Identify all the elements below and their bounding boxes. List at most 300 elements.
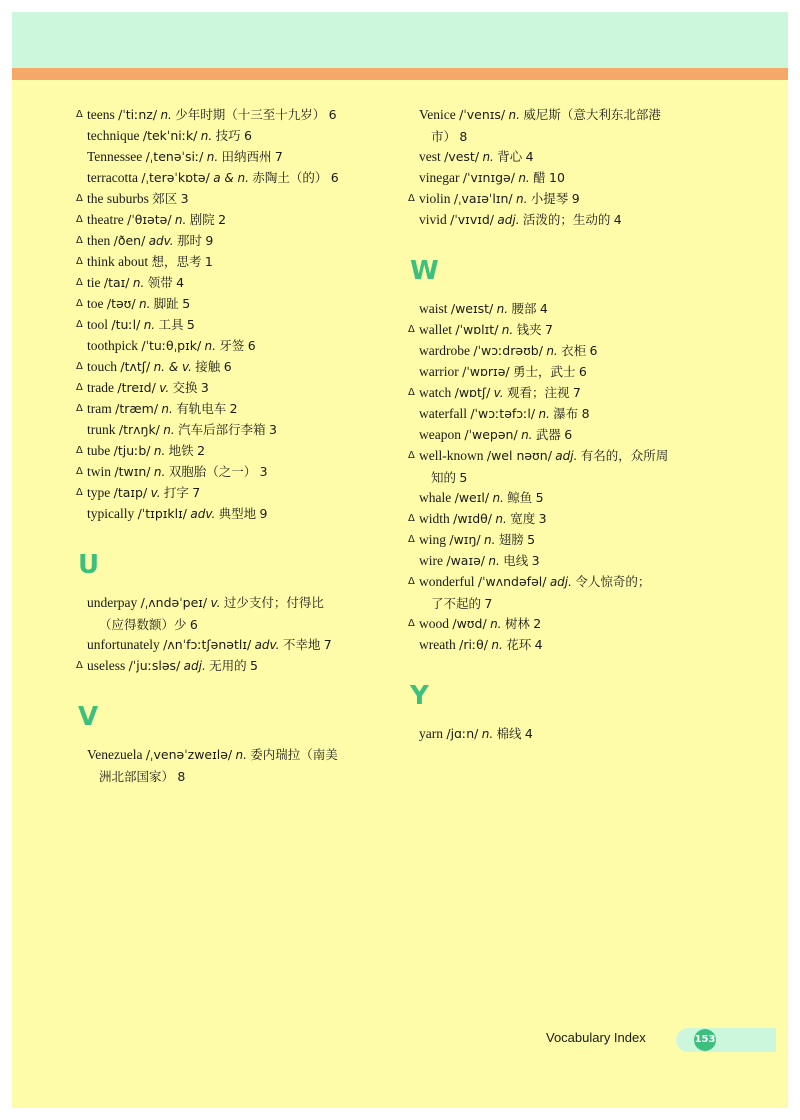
footer-section-label: Vocabulary Index bbox=[546, 1030, 646, 1045]
vocab-entry bbox=[408, 209, 708, 230]
vocab-entry bbox=[76, 188, 396, 209]
active-vocab-marker-icon: Δ bbox=[408, 387, 415, 398]
vocab-unit-number: 6 bbox=[247, 338, 256, 353]
vocab-entry bbox=[408, 167, 708, 188]
vocab-unit-number: 4 bbox=[613, 212, 622, 227]
vocab-entry bbox=[76, 398, 396, 419]
vocab-unit-number: 9 bbox=[205, 233, 214, 248]
vocab-unit-number: 5 bbox=[527, 532, 536, 547]
vocab-entry bbox=[76, 146, 396, 167]
vocab-phonetic: /ˈtiːnz/ bbox=[118, 107, 158, 122]
vocab-entry bbox=[76, 335, 396, 356]
vocab-phonetic: /twɪn/ bbox=[114, 464, 151, 479]
vocab-unit-number: 7 bbox=[192, 485, 201, 500]
vocab-part-of-speech: adj. bbox=[555, 449, 578, 463]
vocab-phonetic: /tuːl/ bbox=[111, 317, 141, 332]
vocab-headword: watch bbox=[419, 385, 452, 400]
vocab-meaning: 衣柜 bbox=[561, 343, 587, 358]
vocab-phonetic: /tʌtʃ/ bbox=[120, 359, 151, 374]
vocab-headword: Tennessee bbox=[87, 149, 143, 164]
vocab-meaning: 活泼的；生动的 bbox=[522, 212, 611, 227]
vocab-headword: theatre bbox=[87, 212, 124, 227]
vocab-entry bbox=[408, 361, 708, 382]
vocab-meaning-continued: 了不起的 bbox=[431, 596, 482, 611]
vocab-headword: wallet bbox=[419, 322, 452, 337]
vocab-unit-number: 7 bbox=[274, 149, 283, 164]
vocab-phonetic: /waɪə/ bbox=[446, 553, 486, 568]
vocab-meaning: 鲸鱼 bbox=[507, 490, 533, 505]
vocab-headword: technique bbox=[87, 128, 140, 143]
vocab-entry bbox=[408, 508, 708, 529]
vocab-part-of-speech: n. bbox=[508, 108, 520, 122]
vocab-entry bbox=[76, 592, 396, 634]
vocab-phonetic: /ˈwɔːdrəʊb/ bbox=[473, 343, 543, 358]
vocab-meaning: 领带 bbox=[147, 275, 173, 290]
vocab-headword: waist bbox=[419, 301, 448, 316]
active-vocab-marker-icon: Δ bbox=[408, 513, 415, 524]
vocab-part-of-speech: n. bbox=[200, 129, 213, 143]
vocab-unit-number: 4 bbox=[176, 275, 185, 290]
vocab-unit-number: 6 bbox=[330, 170, 339, 185]
vocab-meaning-continued: （应得数额）少 bbox=[99, 617, 187, 632]
vocab-phonetic: /ˌvenəˈzweɪlə/ bbox=[145, 747, 233, 762]
vocab-part-of-speech: n. bbox=[161, 402, 173, 416]
vocab-part-of-speech: v. bbox=[150, 486, 161, 500]
vocab-part-of-speech: n. bbox=[132, 276, 145, 290]
vocab-part-of-speech: n. bbox=[538, 407, 550, 421]
vocab-phonetic: /ˈwɔːtəfɔːl/ bbox=[470, 406, 536, 421]
vocab-meaning: 接触 bbox=[195, 359, 221, 374]
vocab-entry bbox=[76, 482, 396, 503]
vocab-part-of-speech: adj. bbox=[497, 213, 520, 227]
vocab-phonetic: /ˈvenɪs/ bbox=[459, 107, 506, 122]
vocab-phonetic: /wʊd/ bbox=[452, 616, 487, 631]
vocab-phonetic: /wel nəʊn/ bbox=[486, 448, 552, 463]
vocab-headword: vivid bbox=[419, 212, 447, 227]
active-vocab-marker-icon: Δ bbox=[76, 193, 83, 204]
vocab-meaning: 小提琴 bbox=[530, 191, 569, 206]
vocab-headword: Venezuela bbox=[87, 747, 143, 762]
vocab-headword: weapon bbox=[419, 427, 461, 442]
vocab-part-of-speech: n. bbox=[235, 748, 247, 762]
active-vocab-marker-icon: Δ bbox=[76, 214, 83, 225]
vocab-headword: toothpick bbox=[87, 338, 138, 353]
vocab-meaning: 醋 bbox=[533, 170, 546, 185]
vocab-entry bbox=[76, 209, 396, 230]
vocab-meaning: 无用的 bbox=[209, 658, 247, 673]
vocab-part-of-speech: adv. bbox=[254, 638, 280, 652]
vocab-headword: violin bbox=[419, 191, 451, 206]
vocab-part-of-speech: n. bbox=[516, 192, 528, 206]
active-vocab-marker-icon: Δ bbox=[76, 466, 83, 477]
page-number-tab bbox=[676, 1028, 776, 1052]
vocab-meaning: 威尼斯（意大利东北部港 bbox=[523, 107, 661, 122]
vocab-headword: wood bbox=[419, 616, 449, 631]
vocab-meaning: 瀑布 bbox=[553, 406, 579, 421]
active-vocab-marker-icon: Δ bbox=[408, 618, 415, 629]
vocab-entry bbox=[76, 167, 396, 188]
vocab-entry bbox=[408, 298, 708, 319]
vocab-part-of-speech: n. bbox=[204, 339, 216, 353]
vocab-entry bbox=[76, 125, 396, 146]
vocab-unit-number: 3 bbox=[531, 553, 540, 568]
vocab-headword: useless bbox=[87, 658, 126, 673]
vocab-unit-number: 5 bbox=[186, 317, 195, 332]
vocab-part-of-speech: n. bbox=[143, 318, 156, 332]
vocab-unit-number: 5 bbox=[535, 490, 544, 505]
vocab-unit-number: 6 bbox=[589, 343, 598, 358]
vocab-part-of-speech: adv. bbox=[148, 234, 174, 248]
vocab-meaning: 武器 bbox=[535, 427, 561, 442]
vocab-meaning: 工具 bbox=[158, 317, 184, 332]
vocab-entry bbox=[76, 503, 396, 524]
vocab-meaning: 剧院 bbox=[189, 212, 215, 227]
active-vocab-marker-icon: Δ bbox=[76, 382, 83, 393]
vocab-part-of-speech: v. bbox=[493, 386, 504, 400]
vocab-entry bbox=[76, 230, 396, 251]
vocab-unit-number: 9 bbox=[571, 191, 580, 206]
vocab-phonetic: /træm/ bbox=[115, 401, 159, 416]
vocab-phonetic: /weɪl/ bbox=[454, 490, 490, 505]
vocab-meaning: 钱夹 bbox=[516, 322, 542, 337]
vocab-unit-number: 3 bbox=[259, 464, 268, 479]
active-vocab-marker-icon: Δ bbox=[76, 445, 83, 456]
vocab-part-of-speech: n. bbox=[546, 344, 558, 358]
vocab-headword: think about bbox=[87, 254, 149, 269]
vocab-phonetic: /taɪ/ bbox=[103, 275, 130, 290]
active-vocab-marker-icon: Δ bbox=[76, 298, 83, 309]
vocab-part-of-speech: n. & v. bbox=[153, 360, 192, 374]
active-vocab-marker-icon: Δ bbox=[76, 487, 83, 498]
vocab-part-of-speech: n. bbox=[495, 512, 507, 526]
vocab-entry bbox=[408, 104, 708, 146]
vocab-unit-number: 3 bbox=[180, 191, 189, 206]
vocab-headword: trade bbox=[87, 380, 114, 395]
vocab-phonetic: /jɑːn/ bbox=[446, 726, 479, 741]
vocab-unit-number: 2 bbox=[218, 212, 227, 227]
vocab-unit-number: 6 bbox=[564, 427, 573, 442]
vocab-meaning: 电线 bbox=[503, 553, 529, 568]
vocab-part-of-speech: n. bbox=[491, 638, 503, 652]
section-letter-heading: V bbox=[78, 702, 99, 732]
vocab-entry bbox=[408, 550, 708, 571]
vocab-phonetic: /wɪdθ/ bbox=[453, 511, 493, 526]
page-number-badge: 153 bbox=[694, 1029, 716, 1051]
vocab-entry bbox=[76, 744, 396, 786]
vocab-entry bbox=[408, 445, 708, 487]
vocab-headword: wreath bbox=[419, 637, 456, 652]
vocab-phonetic: /təʊ/ bbox=[106, 296, 136, 311]
vocab-headword: yarn bbox=[419, 726, 443, 741]
vocab-unit-number: 6 bbox=[243, 128, 252, 143]
vocab-meaning: 棉线 bbox=[496, 726, 522, 741]
vocab-part-of-speech: n. bbox=[139, 297, 151, 311]
vocab-unit-number: 4 bbox=[524, 726, 533, 741]
vocab-meaning: 汽车后部行李箱 bbox=[178, 422, 266, 437]
vocab-part-of-speech: n. bbox=[153, 465, 166, 479]
vocabulary-column-left bbox=[76, 104, 396, 786]
vocab-unit-number: 6 bbox=[578, 364, 587, 379]
vocab-part-of-speech: n. bbox=[160, 108, 172, 122]
vocab-unit-number: 2 bbox=[229, 401, 238, 416]
vocab-part-of-speech: adv. bbox=[190, 507, 216, 521]
vocab-phonetic: /ʌnˈfɔːtʃənətlɪ/ bbox=[163, 637, 252, 652]
vocab-part-of-speech: n. bbox=[501, 323, 514, 337]
vocab-part-of-speech: n. bbox=[521, 428, 533, 442]
vocab-unit-number: 4 bbox=[539, 301, 548, 316]
vocab-phonetic: /ˌʌndəˈpeɪ/ bbox=[140, 595, 208, 610]
vocab-unit-number: 2 bbox=[533, 616, 542, 631]
vocab-unit-number: 7 bbox=[323, 637, 332, 652]
vocab-unit-number: 3 bbox=[200, 380, 209, 395]
vocab-phonetic: /tekˈniːk/ bbox=[142, 128, 198, 143]
vocab-headword: unfortunately bbox=[87, 637, 160, 652]
vocab-entry bbox=[76, 104, 396, 125]
vocab-part-of-speech: adj. bbox=[183, 659, 206, 673]
active-vocab-marker-icon: Δ bbox=[76, 235, 83, 246]
vocab-phonetic: /ˈjuːsləs/ bbox=[128, 658, 181, 673]
vocab-phonetic: /weɪst/ bbox=[450, 301, 494, 316]
vocab-phonetic: /ˌterəˈkɒtə/ bbox=[141, 170, 210, 185]
vocabulary-column-right bbox=[408, 104, 708, 744]
header-accent-bar bbox=[12, 68, 788, 80]
section-letter-heading: W bbox=[410, 256, 439, 286]
vocab-phonetic: /ðen/ bbox=[113, 233, 146, 248]
vocab-meaning: 花环 bbox=[506, 637, 532, 652]
vocab-unit-number: 8 bbox=[581, 406, 590, 421]
active-vocab-marker-icon: Δ bbox=[408, 324, 415, 335]
vocab-unit-number: 4 bbox=[525, 149, 534, 164]
vocab-meaning: 背心 bbox=[497, 149, 523, 164]
vocab-unit-number: 3 bbox=[268, 422, 277, 437]
vocab-meaning: 不幸地 bbox=[282, 637, 321, 652]
vocab-phonetic: /ˈtuːθˌpɪk/ bbox=[141, 338, 202, 353]
vocab-headword: the suburbs bbox=[87, 191, 149, 206]
section-letter-heading: Y bbox=[410, 681, 429, 711]
vocab-headword: whale bbox=[419, 490, 452, 505]
vocab-entry bbox=[76, 293, 396, 314]
vocab-part-of-speech: v. bbox=[159, 381, 170, 395]
vocab-part-of-speech: n. bbox=[496, 302, 509, 316]
vocab-meaning: 宽度 bbox=[510, 511, 536, 526]
vocab-entry bbox=[408, 382, 708, 403]
vocab-unit-number: 6 bbox=[223, 359, 232, 374]
vocab-headword: type bbox=[87, 485, 111, 500]
vocab-part-of-speech: n. bbox=[206, 150, 219, 164]
vocab-unit-number: 5 bbox=[459, 470, 468, 485]
vocab-meaning-continued: 市） bbox=[431, 129, 457, 144]
active-vocab-marker-icon: Δ bbox=[76, 660, 83, 671]
vocab-meaning: 牙签 bbox=[219, 338, 245, 353]
vocab-unit-number: 8 bbox=[177, 769, 186, 784]
vocab-unit-number: 7 bbox=[484, 596, 493, 611]
vocab-meaning: 田纳西州 bbox=[221, 149, 272, 164]
vocab-entry bbox=[408, 723, 708, 744]
vocab-meaning: 令人惊奇的； bbox=[575, 574, 651, 589]
vocab-entry bbox=[76, 461, 396, 482]
vocab-meaning: 翅膀 bbox=[498, 532, 524, 547]
vocab-unit-number: 6 bbox=[328, 107, 337, 122]
vocab-phonetic: /wɪŋ/ bbox=[449, 532, 481, 547]
active-vocab-marker-icon: Δ bbox=[408, 450, 415, 461]
vocab-phonetic: /ˈwɒrɪə/ bbox=[462, 364, 510, 379]
vocab-meaning-continued: 知的 bbox=[431, 470, 457, 485]
vocab-entry bbox=[76, 440, 396, 461]
vocab-phonetic: /riːθ/ bbox=[459, 637, 489, 652]
vocab-entry bbox=[408, 146, 708, 167]
vocab-headword: wonderful bbox=[419, 574, 475, 589]
vocab-headword: underpay bbox=[87, 595, 138, 610]
vocab-headword: vest bbox=[419, 149, 441, 164]
vocab-meaning: 赤陶土（的） bbox=[252, 170, 328, 185]
vocab-meaning: 典型地 bbox=[218, 506, 257, 521]
vocab-unit-number: 9 bbox=[259, 506, 268, 521]
vocab-entry bbox=[408, 340, 708, 361]
vocab-entry bbox=[76, 655, 396, 676]
vocab-unit-number: 8 bbox=[459, 129, 468, 144]
vocab-headword: wire bbox=[419, 553, 443, 568]
active-vocab-marker-icon: Δ bbox=[76, 403, 83, 414]
vocab-entry bbox=[76, 419, 396, 440]
vocab-entry bbox=[408, 571, 708, 613]
vocab-meaning: 腰部 bbox=[511, 301, 537, 316]
vocab-unit-number: 6 bbox=[189, 617, 198, 632]
vocab-meaning: 有轨电车 bbox=[176, 401, 227, 416]
vocab-entry bbox=[408, 424, 708, 445]
vocab-headword: well-known bbox=[419, 448, 484, 463]
vocab-phonetic: /tjuːb/ bbox=[113, 443, 151, 458]
active-vocab-marker-icon: Δ bbox=[76, 256, 83, 267]
vocab-unit-number: 4 bbox=[534, 637, 543, 652]
vocab-phonetic: /treɪd/ bbox=[117, 380, 156, 395]
vocab-meaning: 有名的，众所周 bbox=[580, 448, 669, 463]
vocab-headword: twin bbox=[87, 464, 112, 479]
vocab-entry bbox=[408, 188, 708, 209]
vocab-meaning: 地铁 bbox=[168, 443, 194, 458]
vocab-entry bbox=[76, 272, 396, 293]
vocab-unit-number: 1 bbox=[204, 254, 213, 269]
vocab-phonetic: /vest/ bbox=[444, 149, 480, 164]
vocab-part-of-speech: v. bbox=[210, 596, 221, 610]
vocab-entry bbox=[76, 251, 396, 272]
vocab-headword: touch bbox=[87, 359, 117, 374]
vocab-entry bbox=[408, 487, 708, 508]
vocab-entry bbox=[408, 613, 708, 634]
vocab-meaning: 郊区 bbox=[152, 191, 178, 206]
vocab-headword: tram bbox=[87, 401, 112, 416]
vocab-part-of-speech: n. bbox=[174, 213, 187, 227]
vocab-phonetic: /ˈwʌndəfəl/ bbox=[477, 574, 547, 589]
active-vocab-marker-icon: Δ bbox=[76, 277, 83, 288]
vocab-phonetic: /ˈvɪnɪgə/ bbox=[462, 170, 515, 185]
vocab-meaning: 脚趾 bbox=[153, 296, 179, 311]
vocab-meaning: 交换 bbox=[172, 380, 198, 395]
vocab-part-of-speech: n. bbox=[481, 727, 494, 741]
vocab-entry bbox=[76, 634, 396, 655]
vocab-entry bbox=[76, 377, 396, 398]
vocab-headword: then bbox=[87, 233, 111, 248]
top-header-band bbox=[12, 12, 788, 68]
vocab-headword: teens bbox=[87, 107, 115, 122]
vocab-part-of-speech: n. bbox=[163, 423, 175, 437]
vocab-entry bbox=[76, 356, 396, 377]
vocab-phonetic: /ˈθɪətə/ bbox=[127, 212, 172, 227]
vocab-phonetic: /wɒtʃ/ bbox=[454, 385, 491, 400]
vocab-meaning-continued: 洲北部国家） bbox=[99, 769, 175, 784]
vocab-meaning: 观看；注视 bbox=[506, 385, 570, 400]
vocab-part-of-speech: n. bbox=[492, 491, 504, 505]
vocab-headword: wing bbox=[419, 532, 446, 547]
vocab-entry bbox=[408, 529, 708, 550]
active-vocab-marker-icon: Δ bbox=[76, 319, 83, 330]
vocab-headword: wardrobe bbox=[419, 343, 470, 358]
vocab-phonetic: /ˌtenəˈsiː/ bbox=[145, 149, 204, 164]
vocab-headword: terracotta bbox=[87, 170, 138, 185]
vocab-part-of-speech: n. bbox=[482, 150, 494, 164]
vocab-entry bbox=[408, 319, 708, 340]
vocab-headword: toe bbox=[87, 296, 104, 311]
vocab-part-of-speech: n. bbox=[153, 444, 166, 458]
vocab-meaning: 打字 bbox=[163, 485, 189, 500]
vocab-meaning: 那时 bbox=[176, 233, 202, 248]
vocab-meaning: 想，思考 bbox=[151, 254, 202, 269]
vocab-part-of-speech: n. bbox=[488, 554, 500, 568]
vocab-unit-number: 5 bbox=[250, 658, 258, 673]
vocab-unit-number: 7 bbox=[572, 385, 581, 400]
vocab-phonetic: /ˈvɪvɪd/ bbox=[450, 212, 495, 227]
section-letter-heading: U bbox=[78, 550, 100, 580]
vocab-unit-number: 5 bbox=[182, 296, 191, 311]
vocab-headword: tie bbox=[87, 275, 101, 290]
active-vocab-marker-icon: Δ bbox=[408, 193, 415, 204]
vocab-meaning: 勇士，武士 bbox=[512, 364, 576, 379]
vocab-part-of-speech: n. bbox=[490, 617, 502, 631]
vocab-part-of-speech: n. bbox=[483, 533, 496, 547]
vocab-entry bbox=[408, 403, 708, 424]
vocab-meaning: 委内瑞拉（南美 bbox=[250, 747, 338, 762]
vocab-headword: Venice bbox=[419, 107, 456, 122]
vocab-meaning: 技巧 bbox=[215, 128, 241, 143]
vocab-part-of-speech: a & n. bbox=[213, 171, 249, 185]
vocab-headword: width bbox=[419, 511, 450, 526]
vocab-headword: tool bbox=[87, 317, 109, 332]
vocab-meaning: 过少支付；付得比 bbox=[223, 595, 324, 610]
vocab-phonetic: /trʌŋk/ bbox=[118, 422, 160, 437]
active-vocab-marker-icon: Δ bbox=[408, 576, 415, 587]
vocab-headword: waterfall bbox=[419, 406, 467, 421]
vocab-unit-number: 2 bbox=[197, 443, 206, 458]
active-vocab-marker-icon: Δ bbox=[76, 109, 83, 120]
vocab-unit-number: 7 bbox=[544, 322, 553, 337]
vocab-meaning: 双胞胎（之一） bbox=[168, 464, 257, 479]
vocab-phonetic: /taɪp/ bbox=[113, 485, 148, 500]
vocab-headword: tube bbox=[87, 443, 111, 458]
vocab-meaning: 树林 bbox=[504, 616, 530, 631]
active-vocab-marker-icon: Δ bbox=[408, 534, 415, 545]
vocab-meaning: 少年时期（十三至十九岁） bbox=[175, 107, 326, 122]
vocab-headword: typically bbox=[87, 506, 135, 521]
vocab-part-of-speech: adj. bbox=[549, 575, 572, 589]
vocab-phonetic: /ˈwepən/ bbox=[464, 427, 518, 442]
vocab-phonetic: /ˈtɪpɪklɪ/ bbox=[137, 506, 187, 521]
vocab-unit-number: 3 bbox=[538, 511, 547, 526]
vocab-unit-number: 10 bbox=[549, 170, 565, 185]
vocab-entry bbox=[76, 314, 396, 335]
active-vocab-marker-icon: Δ bbox=[76, 361, 83, 372]
vocab-entry bbox=[408, 634, 708, 655]
vocab-part-of-speech: n. bbox=[518, 171, 530, 185]
vocab-phonetic: /ˈwɒlɪt/ bbox=[455, 322, 499, 337]
